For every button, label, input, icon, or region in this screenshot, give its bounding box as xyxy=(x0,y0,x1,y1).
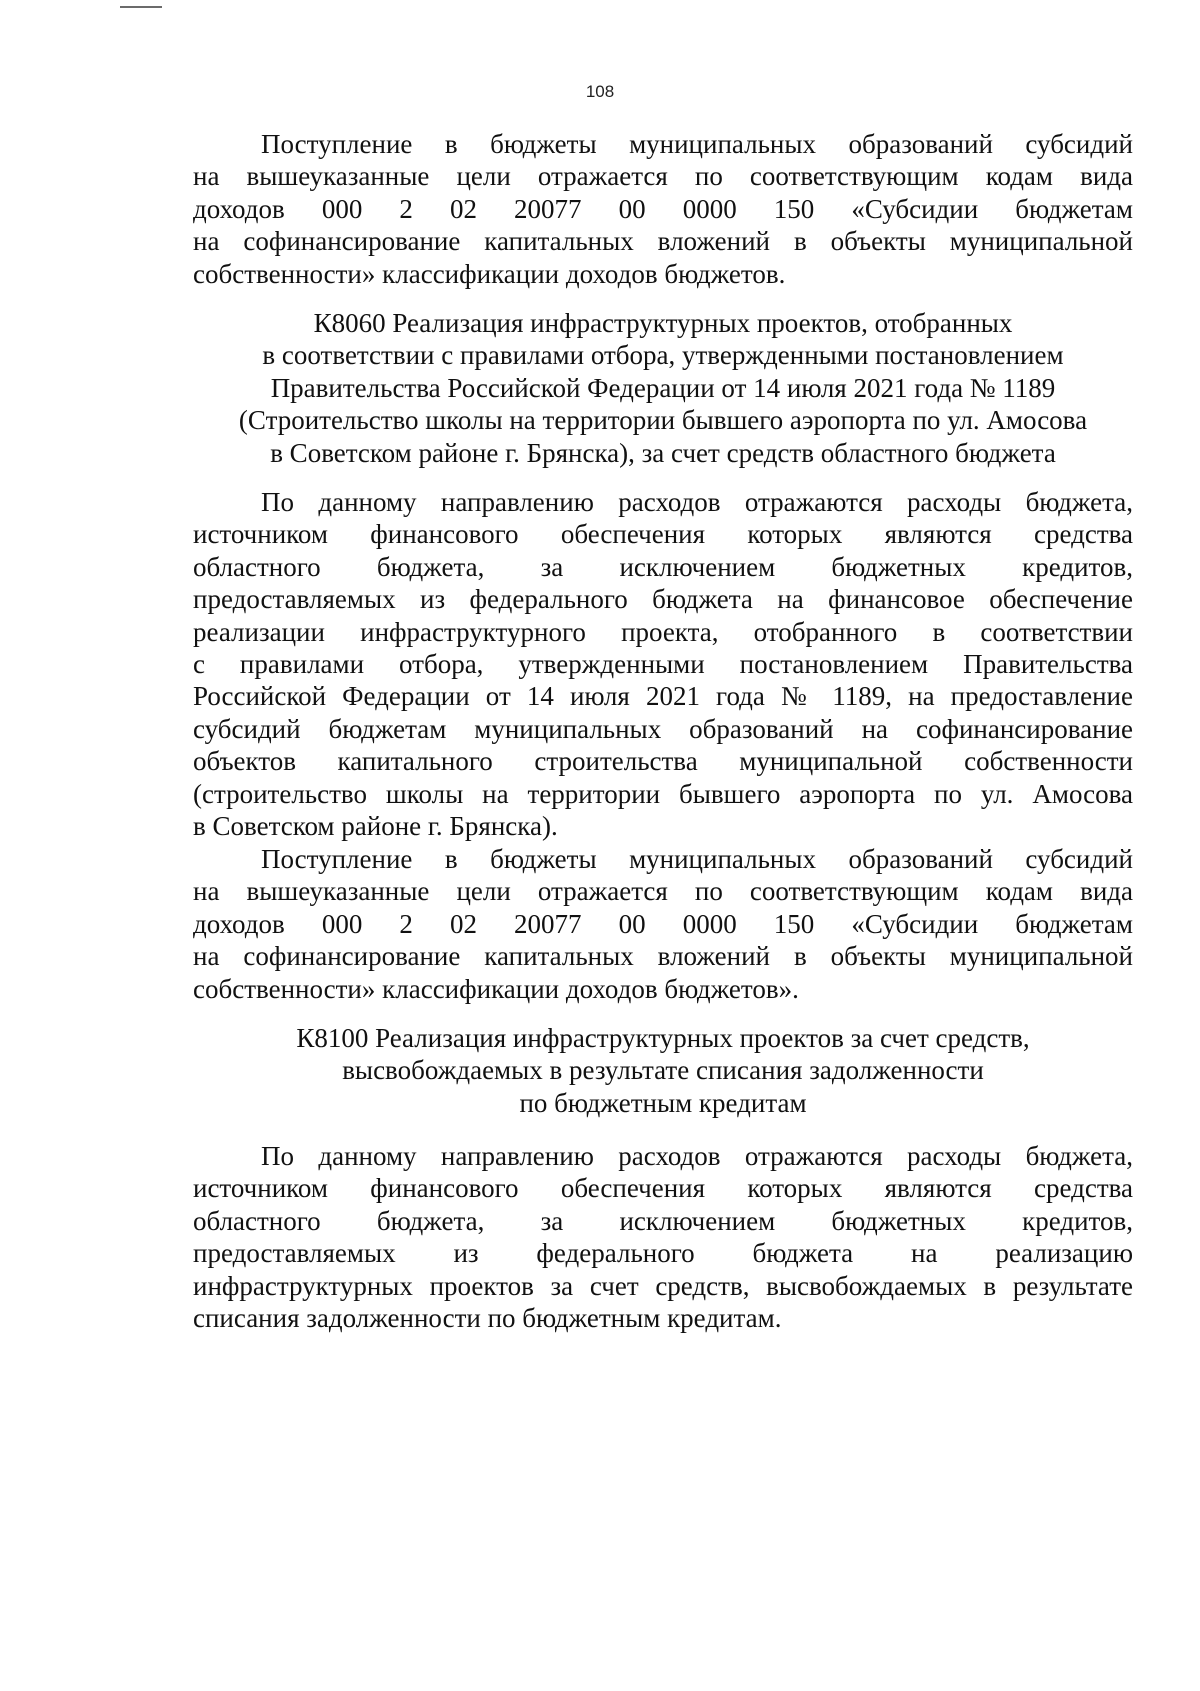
paragraph-line: По данному направлению расходов отражаются расходы бюджета, xyxy=(261,1141,1133,1171)
paragraph-line: на софинансирование капитальных вложений в объекты муниципальной xyxy=(193,941,1133,972)
paragraph-line: доходов 000 2 02 20077 00 0000 150 «Субсидии бюджетам xyxy=(193,193,1133,224)
paragraph-line: Поступление в бюджеты муниципальных образований субсидий xyxy=(261,844,1133,874)
section-heading-k8060 xyxy=(193,307,1133,469)
heading-line: (Строительство школы на территории бывшего аэропорта по ул. Амосова xyxy=(238,405,1088,436)
heading-line: К8100 Реализация инфраструктурных проектов за счет средств, xyxy=(296,1023,1030,1053)
heading-line: в Советском районе г. Брянска), за счет средств областного бюджета xyxy=(270,437,1056,468)
heading-line: в соответствии с правилами отбора, утвержденными постановлением xyxy=(262,340,1064,371)
paragraph-subsidy-receipt-2 xyxy=(193,843,1133,1005)
paragraph-line: Российской Федерации от 14 июля 2021 года № 1189, на предоставление xyxy=(193,681,1133,712)
paragraph-line: списания задолженности по бюджетным кредитам. xyxy=(193,1303,782,1334)
paragraph-line: субсидий бюджетам муниципальных образований на софинансирование xyxy=(193,713,1133,744)
paragraph-line: собственности» классификации доходов бюджетов». xyxy=(193,973,799,1004)
scan-artifact-line xyxy=(120,6,162,8)
page-number: 108 xyxy=(585,82,615,101)
paragraph-line: (строительство школы на территории бывшего аэропорта по ул. Амосова xyxy=(193,778,1133,809)
paragraph-line: доходов 000 2 02 20077 00 0000 150 «Субсидии бюджетам xyxy=(193,908,1133,939)
paragraph-line: в Советском районе г. Брянска). xyxy=(193,811,558,842)
paragraph-line: на вышеуказанные цели отражается по соответствующим кодам вида xyxy=(193,876,1133,907)
paragraph-line: инфраструктурных проектов за счет средств, высвобождаемых в результате xyxy=(193,1270,1133,1301)
paragraph-line: с правилами отбора, утвержденными постановлением Правительства xyxy=(193,649,1133,680)
paragraph-line: предоставляемых из федерального бюджета на реализацию xyxy=(193,1238,1133,1269)
paragraph-expense-direction-k8060 xyxy=(193,486,1133,842)
paragraph-line: реализации инфраструктурного проекта, отобранного в соответствии xyxy=(193,616,1133,647)
paragraph-subsidy-receipt-1 xyxy=(193,128,1133,290)
heading-line: К8060 Реализация инфраструктурных проектов, отобранных xyxy=(313,308,1013,338)
paragraph-line: источником финансового обеспечения которых являются средства xyxy=(193,519,1133,550)
paragraph-line: на вышеуказанные цели отражается по соответствующим кодам вида xyxy=(193,161,1133,192)
heading-line: высвобождаемых в результате списания задолженности xyxy=(342,1055,984,1086)
paragraph-line: предоставляемых из федерального бюджета на финансовое обеспечение xyxy=(193,584,1133,615)
paragraph-line: областного бюджета, за исключением бюджетных кредитов, xyxy=(193,1205,1133,1236)
paragraph-line: объектов капитального строительства муниципальной собственности xyxy=(193,746,1133,777)
heading-line: Правительства Российской Федерации от 14 июля 2021 года № 1189 xyxy=(270,372,1056,403)
paragraph-expense-direction-k8100 xyxy=(193,1140,1133,1334)
paragraph-line: собственности» классификации доходов бюджетов. xyxy=(193,258,786,289)
paragraph-line: Поступление в бюджеты муниципальных образований субсидий xyxy=(261,129,1133,159)
paragraph-line: на софинансирование капитальных вложений в объекты муниципальной xyxy=(193,226,1133,257)
heading-line: по бюджетным кредитам xyxy=(519,1087,807,1118)
section-heading-k8100 xyxy=(193,1022,1133,1119)
paragraph-line: источником финансового обеспечения которых являются средства xyxy=(193,1173,1133,1204)
paragraph-line: областного бюджета, за исключением бюджетных кредитов, xyxy=(193,551,1133,582)
paragraph-line: По данному направлению расходов отражаются расходы бюджета, xyxy=(261,487,1133,517)
